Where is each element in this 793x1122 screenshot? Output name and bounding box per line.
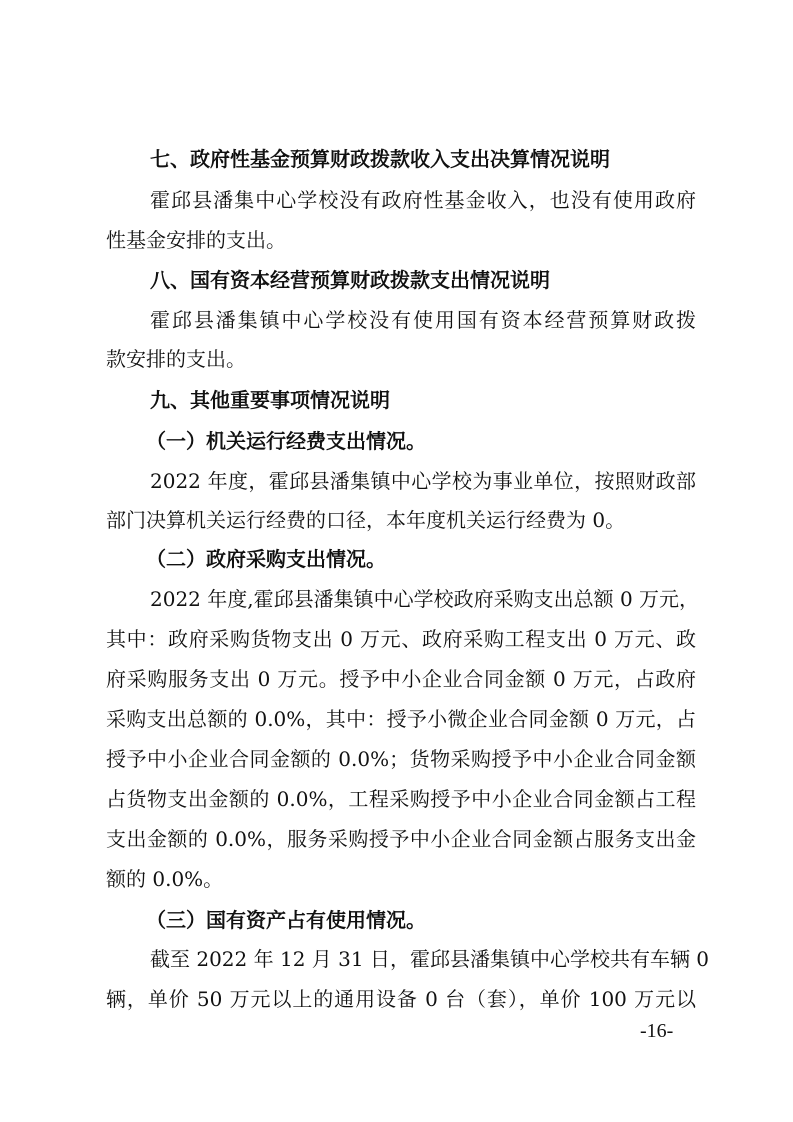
subsection-3-heading: （三）国有资产占有使用情况。 (146, 908, 426, 932)
section-7-paragraph-line-1: 霍邱县潘集中心学校没有政府性基金收入，也没有使用政府 (150, 188, 696, 212)
section-8-paragraph-line-1: 霍邱县潘集镇中心学校没有使用国有资本经营预算财政拨 (150, 308, 696, 332)
page-number: -16- (640, 1020, 674, 1042)
subsection-2-line-6: 占货物支出金额的 0.0%，工程采购授予中小企业合同金额占工程 (106, 787, 696, 811)
subsection-2-line-5: 授予中小企业合同金额的 0.0%；货物采购授予中小企业合同金额 (106, 747, 696, 771)
subsection-2-line-1: 2022 年度,霍邱县潘集镇中心学校政府采购支出总额 0 万元， (150, 587, 700, 611)
subsection-2-line-3: 府采购服务支出 0 万元。授予中小企业合同金额 0 万元，占政府 (106, 667, 696, 691)
subsection-1-line-2: 部门决算机关运行经费的口径，本年度机关运行经费为 0。 (106, 508, 626, 532)
subsection-2-line-2: 其中：政府采购货物支出 0 万元、政府采购工程支出 0 万元、政 (106, 627, 696, 651)
subsection-3-line-1: 截至 2022 年 12 月 31 日，霍邱县潘集镇中心学校共有车辆 0 (150, 947, 710, 971)
subsection-2-heading: （二）政府采购支出情况。 (146, 547, 386, 571)
subsection-3-line-2: 辆，单价 50 万元以上的通用设备 0 台（套），单价 100 万元以 (106, 987, 696, 1011)
section-8-paragraph-line-2: 款安排的支出。 (106, 347, 246, 371)
subsection-1-line-1: 2022 年度，霍邱县潘集镇中心学校为事业单位，按照财政部 (150, 469, 696, 493)
section-8-heading: 八、国有资本经营预算财政拨款支出情况说明 (150, 268, 550, 292)
section-7-heading: 七、政府性基金预算财政拨款收入支出决算情况说明 (150, 147, 610, 171)
subsection-2-line-4: 采购支出总额的 0.0%，其中：授予小微企业合同金额 0 万元，占 (106, 707, 696, 731)
subsection-2-line-8: 额的 0.0%。 (106, 867, 224, 891)
section-7-paragraph-line-2: 性基金安排的支出。 (106, 228, 286, 252)
section-9-heading: 九、其他重要事项情况说明 (150, 388, 390, 412)
subsection-1-heading: （一）机关运行经费支出情况。 (146, 429, 426, 453)
subsection-2-line-7: 支出金额的 0.0%，服务采购授予中小企业合同金额占服务支出金 (106, 827, 696, 851)
